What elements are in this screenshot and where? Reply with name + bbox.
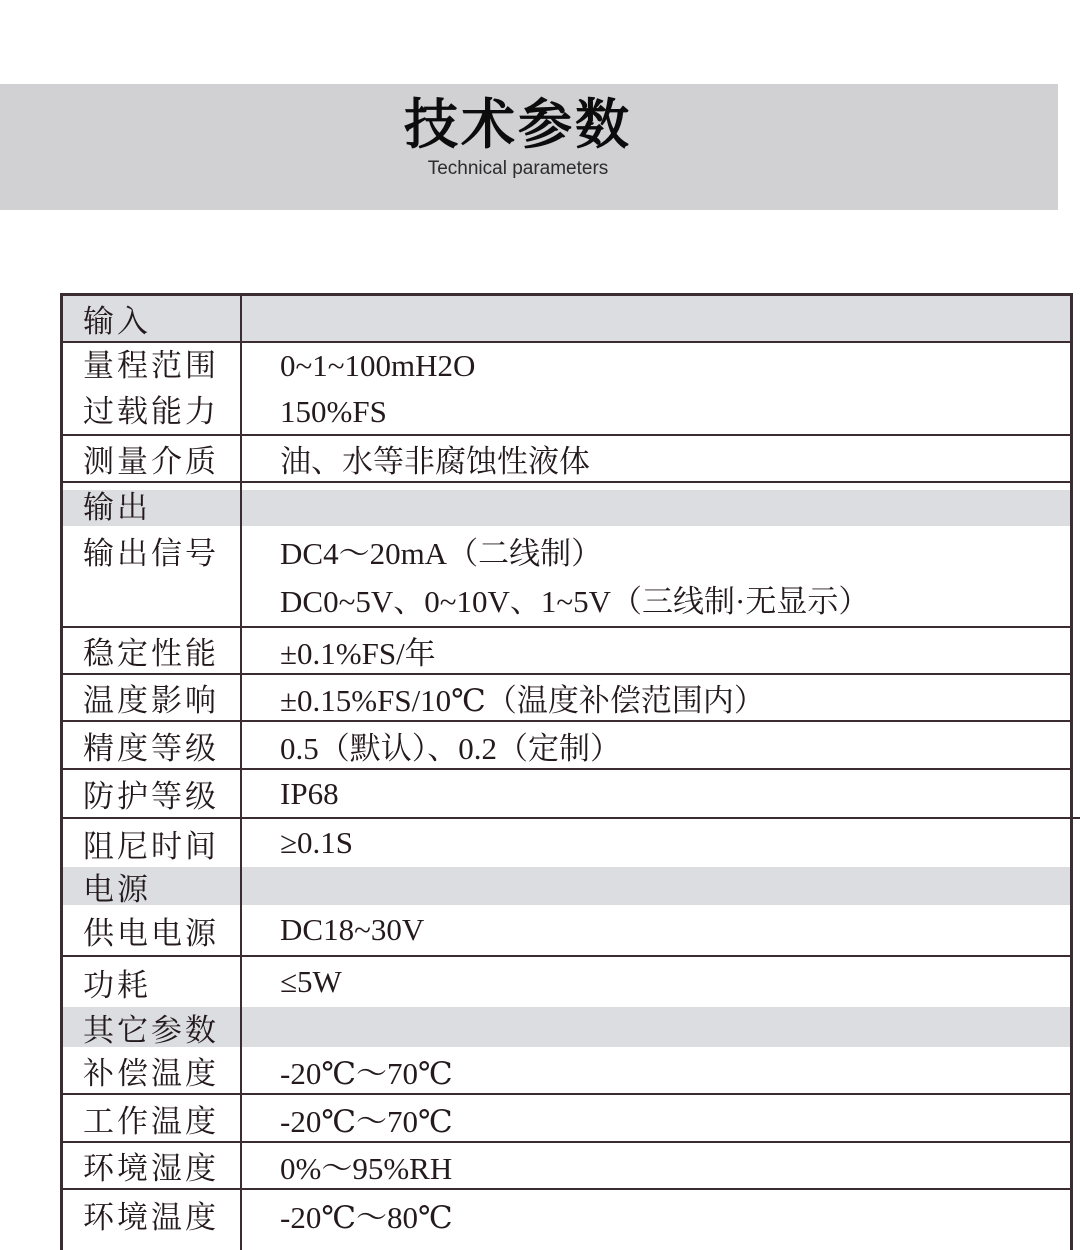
- section-label-text: 其它参数: [83, 1012, 219, 1048]
- row-label: [63, 1143, 242, 1188]
- row-label-text: 测量介质: [83, 444, 219, 479]
- section-row-other: [63, 1007, 1070, 1047]
- row-label-text: 工作温度: [83, 1103, 219, 1139]
- row-value-text: 0%～95%RH: [280, 1151, 453, 1186]
- table-row-accuracy: [63, 722, 1070, 770]
- row-label-text: 量程范围: [83, 348, 219, 384]
- section-label-text: 输出: [83, 490, 151, 525]
- row-label-text: 输出信号: [83, 536, 219, 571]
- section-row-output: [63, 483, 1070, 526]
- row-value: [242, 343, 1070, 434]
- row-value-text: ≤5W: [280, 964, 342, 999]
- table-row-damping: [63, 819, 1070, 867]
- table-row-ambient-temp: [63, 1190, 1070, 1250]
- row-value: [242, 819, 1070, 867]
- row-label-text: 补偿温度: [83, 1055, 219, 1091]
- section-label-text: 电源: [83, 871, 151, 907]
- row-value: [242, 1190, 1070, 1250]
- row-value-text: IP68: [280, 775, 339, 811]
- row-label: [63, 343, 242, 434]
- row-value: [242, 436, 1070, 481]
- row-value-text: DC0~5V、0~10V、1~5V（三线制·无显示）: [280, 584, 870, 619]
- table-row-medium: [63, 436, 1070, 483]
- row-value: [242, 1047, 1070, 1093]
- section-label: [63, 483, 242, 526]
- table-row-temp-effect: [63, 675, 1070, 722]
- table-border-bleed: [1070, 817, 1080, 819]
- row-label-text: 温度影响: [83, 683, 219, 718]
- row-label: [63, 1190, 242, 1250]
- table-row-ambient-humidity: [63, 1143, 1070, 1190]
- row-value-text: DC18~30V: [280, 912, 425, 947]
- row-label-text: 精度等级: [83, 730, 219, 766]
- row-label: [63, 905, 242, 955]
- row-value: [242, 628, 1070, 673]
- page-title: 技术参数: [404, 95, 632, 155]
- row-value-text: 0.5（默认）、0.2（定制）: [280, 730, 621, 766]
- row-label-text: 功耗: [83, 967, 151, 1003]
- row-value-text: DC4～20mA（二线制）: [280, 536, 603, 571]
- row-value-text: ±0.1%FS/年: [280, 636, 436, 671]
- row-label-text: 过载能力: [83, 393, 219, 429]
- row-value-text: -20℃～70℃: [280, 1103, 453, 1139]
- row-value-text: 油、水等非腐蚀性液体: [280, 444, 590, 479]
- section-row-power: [63, 867, 1070, 905]
- row-value: [242, 905, 1070, 955]
- row-value: [242, 675, 1070, 720]
- section-label-text: 输入: [83, 304, 151, 339]
- row-label: [63, 436, 242, 481]
- row-label-text: 环境湿度: [83, 1151, 219, 1186]
- row-label: [63, 1047, 242, 1093]
- row-value: [242, 526, 1070, 626]
- section-label: [63, 296, 242, 341]
- row-value: [242, 1095, 1070, 1141]
- row-label: [63, 957, 242, 1007]
- table-row-power-consumption: [63, 957, 1070, 1007]
- row-value: [242, 1143, 1070, 1188]
- row-value-text: -20℃～70℃: [280, 1055, 453, 1091]
- page-subtitle: Technical parameters: [427, 157, 609, 179]
- table-row-protection: [63, 770, 1070, 819]
- section-row-input: [63, 296, 1070, 343]
- table-row-supply: [63, 905, 1070, 957]
- row-label-text: 防护等级: [83, 779, 219, 814]
- row-value-text: -20℃～80℃: [280, 1200, 453, 1235]
- row-value: [242, 722, 1070, 768]
- row-label: [63, 1095, 242, 1141]
- row-label: [63, 770, 242, 817]
- row-label-text: 环境温度: [83, 1200, 219, 1235]
- row-value-text: 0~1~100mH2O: [280, 348, 476, 384]
- spec-table: [60, 293, 1073, 1250]
- row-label: [63, 628, 242, 673]
- row-label-text: 阻尼时间: [83, 828, 219, 864]
- table-row-range-overload: [63, 343, 1070, 436]
- section-label: [63, 867, 242, 905]
- row-value-text: 150%FS: [280, 393, 387, 429]
- section-value-empty: [242, 483, 1070, 526]
- row-value-text: ≥0.1S: [280, 825, 354, 860]
- title-banner: [0, 84, 1058, 210]
- section-value-empty: [242, 867, 1070, 905]
- table-row-output-signal: [63, 526, 1070, 628]
- row-label: [63, 675, 242, 720]
- row-value-text: ±0.15%FS/10℃（温度补偿范围内）: [280, 683, 765, 718]
- row-label: [63, 526, 242, 626]
- section-value-empty: [242, 296, 1070, 341]
- section-label: [63, 1007, 242, 1047]
- section-value-empty: [242, 1007, 1070, 1047]
- row-value: [242, 770, 1070, 817]
- row-label-text: 稳定性能: [83, 636, 219, 671]
- row-label-text: 供电电源: [83, 915, 219, 951]
- row-value: [242, 957, 1070, 1007]
- row-label: [63, 819, 242, 867]
- table-row-stability: [63, 628, 1070, 675]
- table-row-working-temp: [63, 1095, 1070, 1143]
- row-label: [63, 722, 242, 768]
- table-row-compensation-temp: [63, 1047, 1070, 1095]
